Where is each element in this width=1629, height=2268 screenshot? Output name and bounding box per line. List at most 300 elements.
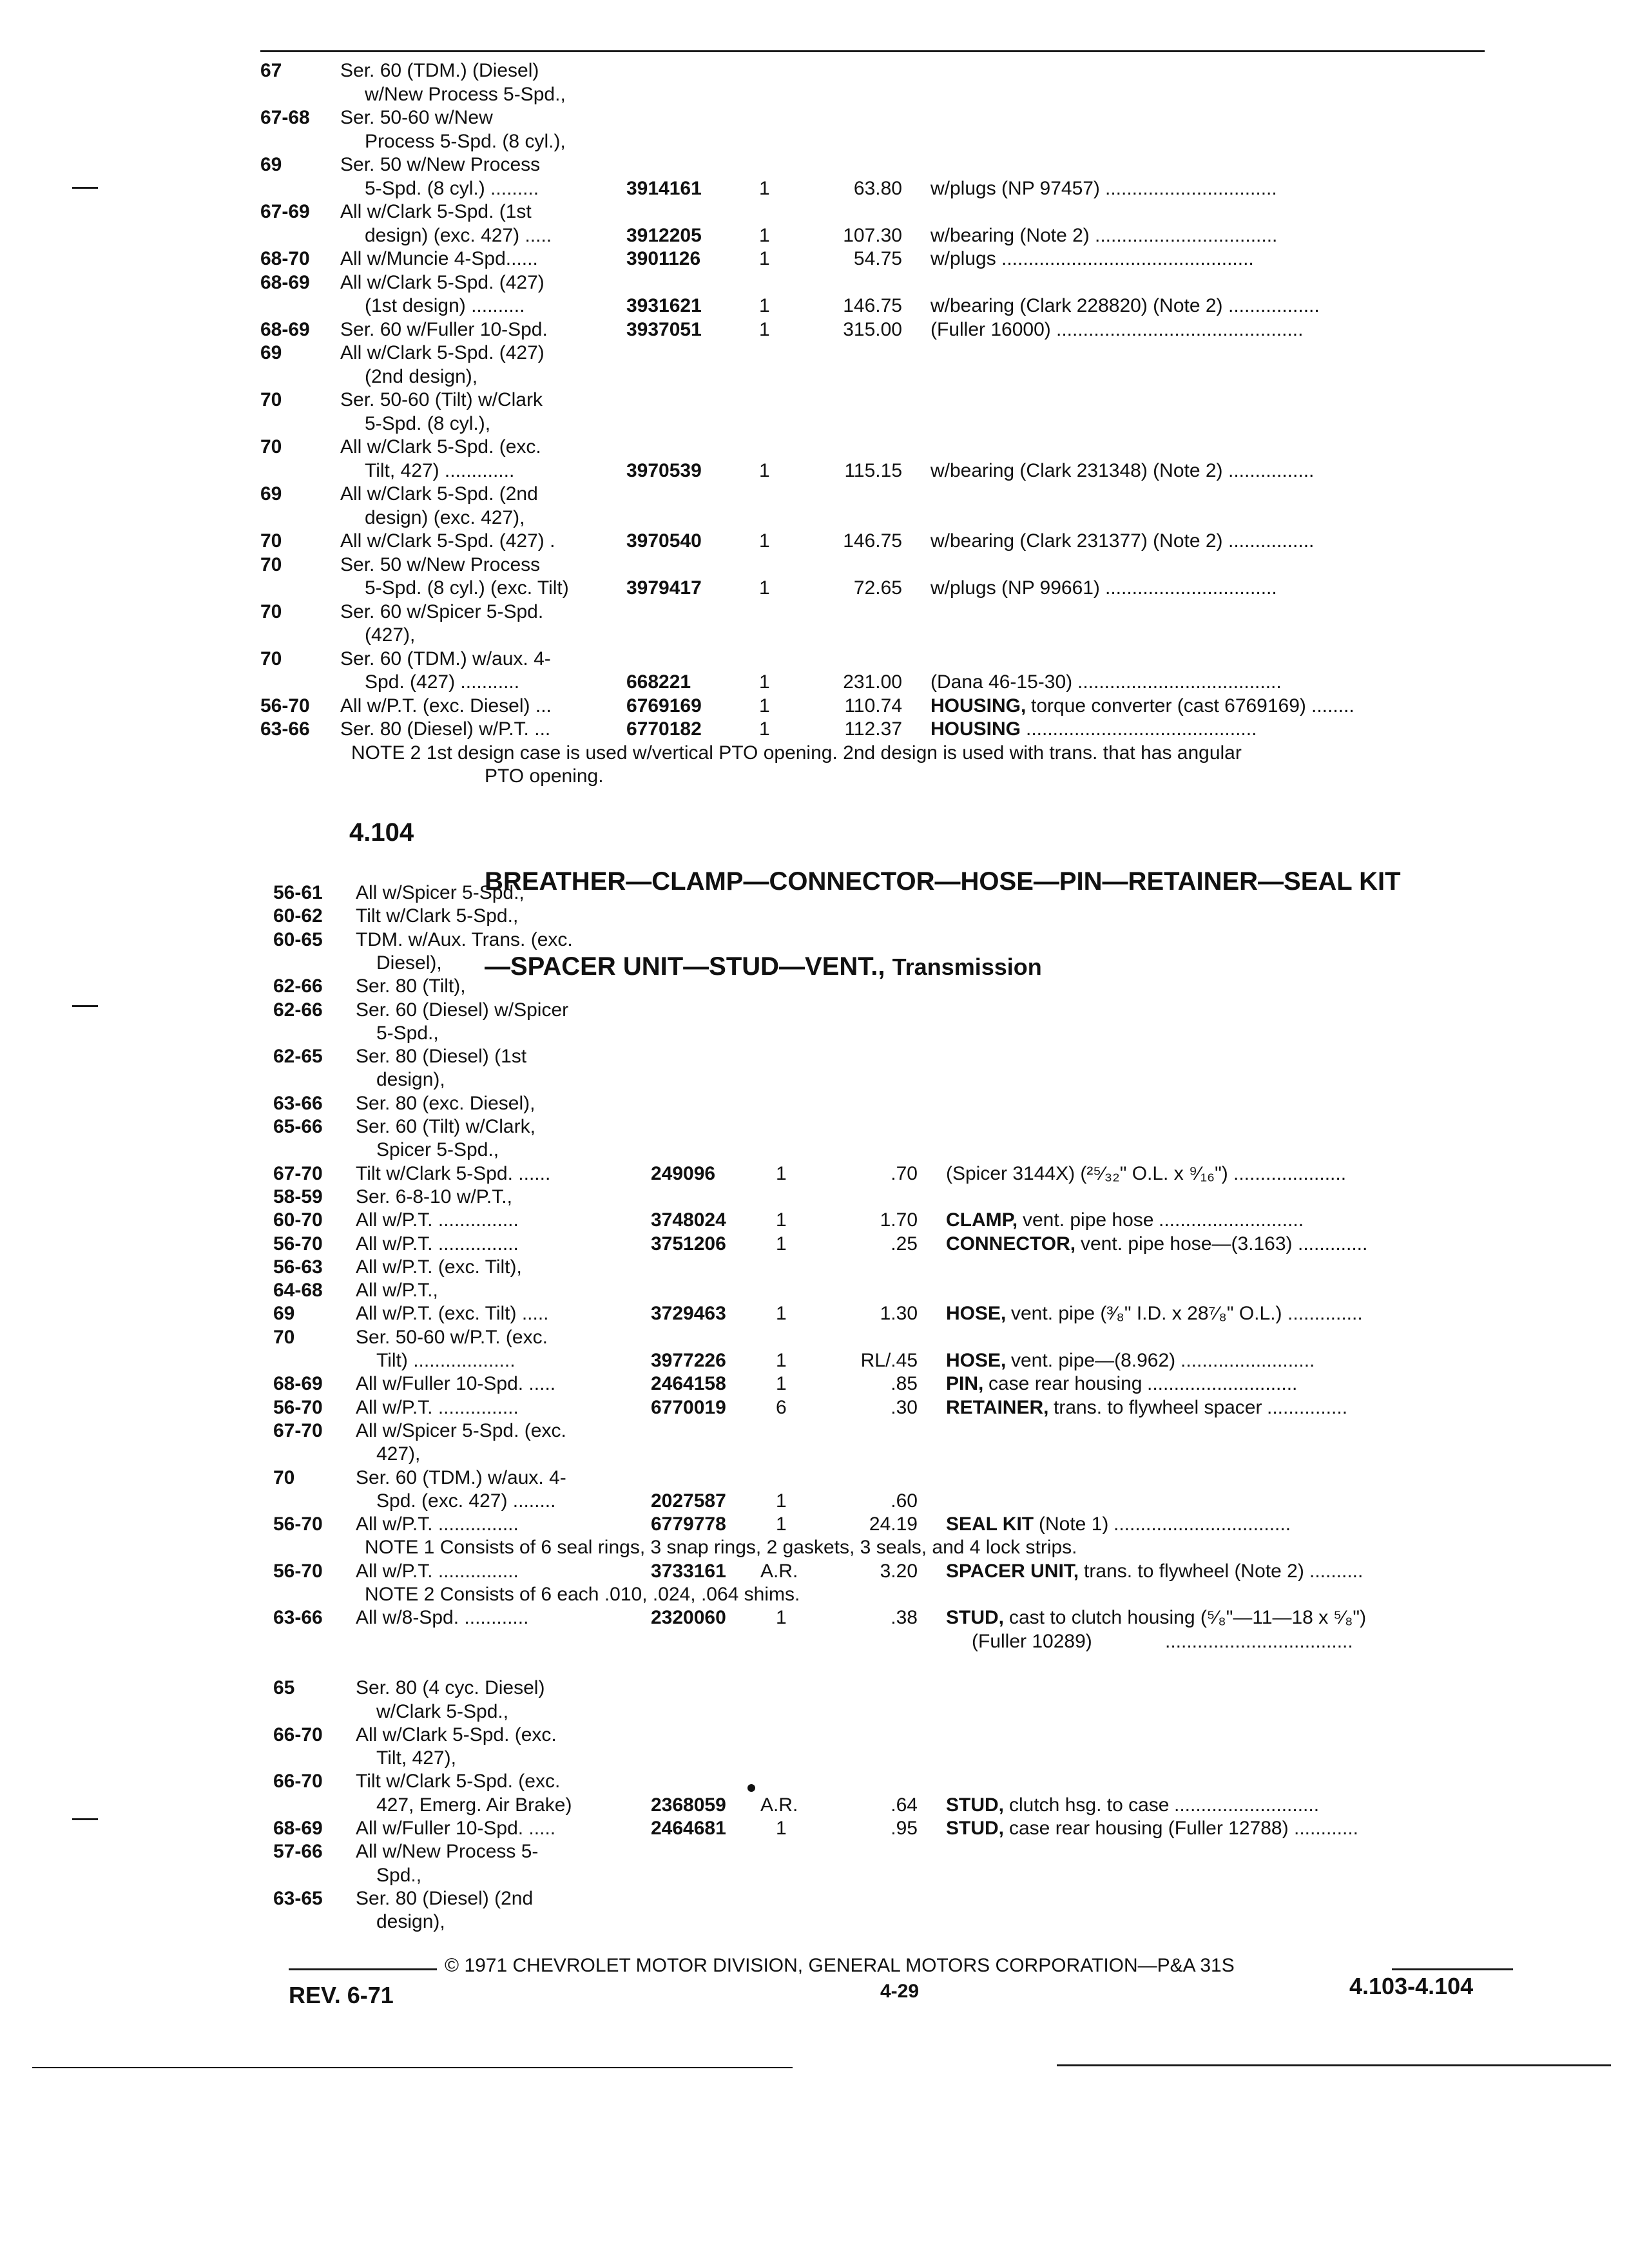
application: Ser. 60 (Tilt) w/Clark, [356,1116,535,1137]
note-text: PTO opening. [485,765,604,787]
list-price: .30 [891,1396,918,1418]
list-item [0,459,1629,485]
application: Tilt w/Clark 5-Spd. (exc. [356,1771,561,1792]
list-item [0,742,1629,767]
section-number: 4.104 [349,818,414,847]
part-number: 3977226 [651,1350,726,1371]
list-item [0,1606,1629,1632]
list-price: .64 [891,1794,918,1816]
application: All w/Clark 5-Spd. (427) [340,342,545,363]
model-year: 56-70 [273,1560,323,1582]
application: Ser. 50-60 w/New [340,107,493,128]
part-description: vent. pipe hose—(3.163) [1081,1233,1293,1254]
quantity: 1 [776,1162,787,1184]
application: All w/P.T. ............... [356,1209,519,1231]
application: Ser. 60 (TDM.) (Diesel) [340,60,539,81]
part-number: 249096 [651,1162,716,1184]
application: Spd. (exc. 427) ........ [376,1490,556,1512]
application: Ser. 50-60 (Tilt) w/Clark [340,389,543,410]
part-name: STUD, [946,1818,1004,1839]
list-item [0,671,1629,697]
quantity: 1 [759,459,770,481]
list-item [0,1583,1629,1609]
list-item [0,648,1629,673]
quantity: 1 [759,577,770,599]
application: design), [376,1911,445,1933]
quantity: A.R. [760,1560,798,1582]
leader-dots: ............ [1294,1818,1359,1839]
list-item [0,1233,1629,1258]
application: All w/Clark 5-Spd. (exc. [340,436,541,457]
list-item [0,1747,1629,1773]
application: Ser. 60 w/Fuller 10-Spd. [340,318,548,340]
part-number: 3931621 [626,295,702,316]
list-item [0,601,1629,626]
quantity: 1 [759,718,770,740]
list-item [0,1560,1629,1586]
application: All w/Spicer 5-Spd., [356,882,525,903]
quantity: 1 [759,318,770,340]
part-name: HOSE, [946,1350,1007,1371]
list-price: .38 [891,1607,918,1629]
application: Ser. 50-60 w/P.T. (exc. [356,1326,548,1348]
application: 5-Spd., [376,1022,439,1044]
part-number: 6770182 [626,718,702,740]
list-item [0,200,1629,226]
leader-dots: ...................................... [1077,671,1282,693]
list-item [0,928,1629,954]
model-year: 69 [260,342,282,363]
application: 5-Spd. (8 cyl.), [365,412,491,434]
quantity: 6 [776,1396,787,1418]
application: Spd. (427) ........... [365,671,520,693]
part-description: w/bearing (Clark 231348) (Note 2) [930,459,1223,481]
model-year: 63-65 [273,1887,323,1909]
application: 427), [376,1443,421,1465]
application: Tilt w/Clark 5-Spd. ...... [356,1162,551,1184]
list-item [0,1864,1629,1890]
leader-dots: ................................ [1105,177,1277,199]
list-item [0,153,1629,179]
list-item [0,999,1629,1024]
model-year: 67-70 [273,1162,323,1184]
model-year: 65 [273,1677,295,1699]
section-title-line-1: BREATHER—CLAMP—CONNECTOR—HOSE—PIN—RETAINER—SEAL KIT [485,867,1401,896]
list-item [0,695,1629,720]
part-description: w/plugs (NP 97457) [930,177,1100,199]
model-year: 56-70 [273,1396,323,1418]
list-item [0,1279,1629,1305]
model-year: 67-68 [260,107,310,128]
model-year: 56-63 [273,1256,323,1278]
list-item [0,1770,1629,1796]
application: Diesel), [376,952,442,974]
application: All w/P.T. ............... [356,1560,519,1582]
list-price: 1.70 [880,1209,918,1231]
list-item [0,1700,1629,1726]
list-item [0,1490,1629,1515]
list-price: .85 [891,1373,918,1395]
application: All w/P.T. ............... [356,1233,519,1254]
model-year: 66-70 [273,1724,323,1745]
note-text: NOTE 2 1st design case is used w/vertical PTO opening. 2nd design is used with trans. that has angular [351,742,1242,764]
part-number: 3901126 [626,248,701,269]
list-item [0,1372,1629,1398]
application: Tilt) ................... [376,1350,516,1371]
part-number: 2464158 [651,1373,726,1395]
model-year: 62-65 [273,1046,323,1068]
application: w/Clark 5-Spd., [376,1700,509,1722]
quantity: 1 [776,1233,787,1254]
application: Ser. 60 w/Spicer 5-Spd. [340,601,544,622]
model-year: 70 [273,1466,295,1488]
application: (427), [365,624,416,646]
list-item [0,83,1629,109]
quantity: 1 [759,695,770,716]
bottom-rule-right [1057,2064,1611,2066]
part-description: case rear housing [988,1373,1142,1395]
application: Ser. 60 (Diesel) w/Spicer [356,999,569,1021]
quantity: A.R. [760,1794,798,1816]
list-item [0,318,1629,344]
application: design) (exc. 427), [365,506,525,528]
part-description: torque converter (cast 6769169) [1031,695,1306,716]
model-year: 69 [260,483,282,505]
list-item [0,1045,1629,1071]
list-price: RL/.45 [860,1350,918,1371]
model-year: 63-66 [273,1607,323,1629]
quantity: 1 [776,1607,787,1629]
list-item [0,130,1629,156]
leader-dots: .................................. [1095,224,1278,246]
list-item [0,1115,1629,1141]
list-price: 146.75 [843,530,902,552]
list-item [0,718,1629,744]
model-year: 67 [260,60,282,81]
model-year: 70 [260,601,282,622]
list-item [0,881,1629,907]
list-item [0,553,1629,579]
list-item [0,1724,1629,1749]
list-item [0,59,1629,85]
part-name: PIN, [946,1373,984,1395]
application: All w/8-Spd. ............ [356,1607,529,1629]
application: All w/Fuller 10-Spd. ..... [356,1373,556,1395]
application: Ser. 80 (Tilt), [356,975,466,997]
list-item [0,1092,1629,1118]
model-year: 70 [260,530,282,552]
application: All w/P.T. ............... [356,1396,519,1418]
part-description: case rear housing (Fuller 12788) [1009,1818,1289,1839]
list-price: 146.75 [843,295,902,316]
list-item [0,247,1629,273]
part-number: 3979417 [626,577,702,599]
list-price: 3.20 [880,1560,918,1582]
list-item [0,1022,1629,1048]
part-number: 3937051 [626,318,702,340]
list-item [0,1817,1629,1843]
quantity: 1 [759,295,770,316]
part-description: w/bearing (Note 2) [930,224,1090,246]
list-price: 115.15 [844,459,902,481]
list-item [0,1396,1629,1422]
leader-dots: ................ [1228,530,1315,552]
application: TDM. w/Aux. Trans. (exc. [356,928,573,950]
model-year: 65-66 [273,1116,323,1137]
list-item [0,1887,1629,1913]
model-year: 60-62 [273,905,323,927]
application: Ser. 80 (Diesel) (2nd [356,1887,534,1909]
list-item [0,341,1629,367]
leader-dots: ................................... [1165,1630,1353,1652]
list-item [0,436,1629,461]
list-item [0,765,1629,791]
model-year: 63-66 [273,1092,323,1114]
model-year: 64-68 [273,1280,323,1302]
part-number: 2027587 [651,1490,726,1512]
model-year: 62-66 [273,975,323,997]
application: Spd., [376,1864,422,1886]
list-item [0,389,1629,414]
list-item [0,1162,1629,1188]
model-year: 63-66 [260,718,310,740]
model-year: 70 [260,389,282,410]
application: All w/Spicer 5-Spd. (exc. [356,1419,566,1441]
leader-dots: .............................................. [1056,318,1304,340]
part-number: 2320060 [651,1607,726,1629]
list-item [0,177,1629,203]
section-range: 4.103-4.104 [1349,1973,1474,1999]
leader-dots: ......................... [1181,1350,1315,1371]
model-year: 68-69 [260,271,310,293]
list-item [0,530,1629,555]
application: Ser. 50 w/New Process [340,154,541,175]
part-description: trans. to flywheel spacer [1054,1396,1262,1418]
part-name: SPACER UNIT, [946,1560,1079,1582]
list-item [0,1513,1629,1539]
model-year: 70 [273,1326,295,1348]
bullet-marker [747,1784,755,1792]
leader-dots: ................. [1228,295,1320,316]
application: (1st design) .......... [365,295,525,316]
leader-dots: ........................................... [1026,718,1257,740]
model-year: 70 [260,436,282,457]
quantity: 1 [759,248,770,269]
list-item [0,224,1629,250]
revision-label: REV. 6-71 [289,1982,394,2008]
list-price: 112.37 [844,718,902,740]
quantity: 1 [759,224,770,246]
quantity: 1 [776,1303,787,1325]
part-number: 6769169 [626,695,702,716]
part-number: 2368059 [651,1794,726,1816]
list-price: 231.00 [843,671,902,693]
part-description: (Fuller 16000) [930,318,1051,340]
quantity: 1 [776,1209,787,1231]
application: Spicer 5-Spd., [376,1139,499,1161]
application: All w/Clark 5-Spd. (exc. [356,1724,557,1745]
application: Tilt w/Clark 5-Spd., [356,905,519,927]
model-year: 60-65 [273,928,323,950]
application: All w/P.T. (exc. Tilt), [356,1256,522,1278]
application: All w/Fuller 10-Spd. ..... [356,1818,556,1839]
part-description: trans. to flywheel (Note 2) [1084,1560,1304,1582]
model-year: 67-69 [260,201,310,222]
list-item [0,1443,1629,1468]
application: All w/P.T. ............... [356,1514,519,1535]
part-name: HOUSING, [930,695,1027,716]
list-item [0,1840,1629,1866]
list-item [0,271,1629,297]
list-price: .60 [891,1490,918,1512]
leader-dots: ........................... [1174,1794,1320,1816]
application: 427, Emerg. Air Brake) [376,1794,572,1816]
application: Ser. 60 (TDM.) w/aux. 4- [356,1466,566,1488]
leader-dots: ..................... [1233,1162,1347,1184]
part-description: w/bearing (Clark 231377) (Note 2) [930,530,1223,552]
list-price: 72.65 [853,577,902,599]
model-year: 68-69 [273,1818,323,1839]
bottom-rule-left [32,2067,793,2068]
quantity: 1 [776,1818,787,1839]
application: Tilt, 427), [376,1747,456,1769]
application: All w/Clark 5-Spd. (427) . [340,530,555,552]
part-description: (Note 1) [1039,1514,1109,1535]
list-price: 24.19 [869,1514,918,1535]
application: All w/Muncie 4-Spd...... [340,248,538,269]
list-item [0,1209,1629,1235]
list-item [0,1256,1629,1282]
part-number: 3970540 [626,530,702,552]
part-name: CONNECTOR, [946,1233,1076,1254]
model-year: 69 [273,1303,295,1325]
application: Ser. 50 w/New Process [340,553,541,575]
part-name: RETAINER, [946,1396,1049,1418]
list-item [0,1068,1629,1094]
list-item [0,1677,1629,1702]
top-rule [260,50,1485,52]
model-year: 66-70 [273,1771,323,1792]
application: (2nd design), [365,365,478,387]
list-item [0,365,1629,391]
list-item [0,1630,1629,1656]
list-price: 315.00 [843,318,902,340]
list-item [0,1794,1629,1820]
application: Process 5-Spd. (8 cyl.), [365,130,566,152]
part-number: 3912205 [626,224,702,246]
quantity: 1 [759,530,770,552]
note-text: NOTE 2 Consists of 6 each .010, .024, .064 shims. [365,1584,800,1605]
list-item [0,975,1629,1001]
list-item [0,106,1629,132]
leader-dots: ............... [1267,1396,1348,1418]
list-item [0,1139,1629,1164]
part-name: HOUSING [930,718,1021,740]
model-year: 56-70 [273,1514,323,1535]
part-number: 2464681 [651,1818,726,1839]
model-year: 68-70 [260,248,310,269]
application: All w/New Process 5- [356,1841,539,1863]
list-price: 107.30 [843,224,902,246]
leader-dots: ................................. [1113,1514,1291,1535]
leader-dots: ............. [1298,1233,1368,1254]
list-price: .25 [891,1233,918,1254]
quantity: 1 [776,1350,787,1371]
model-year: 70 [260,648,282,669]
part-number: 3733161 [651,1560,726,1582]
application: Ser. 60 (TDM.) w/aux. 4- [340,648,551,669]
model-year: 60-70 [273,1209,323,1231]
part-number: 3914161 [626,177,702,199]
section-title-line-2: —SPACER UNIT—STUD—VENT., Transmission [485,952,1042,981]
list-price: 110.74 [844,695,902,716]
application: Ser. 80 (4 cyc. Diesel) [356,1677,545,1699]
list-price: .95 [891,1818,918,1839]
list-item [0,1419,1629,1445]
application: Ser. 6-8-10 w/P.T., [356,1186,512,1207]
application: All w/P.T. (exc. Tilt) ..... [356,1303,549,1325]
list-price: .70 [891,1162,918,1184]
quantity: 1 [776,1373,787,1395]
application: 5-Spd. (8 cyl.) ......... [365,177,539,199]
list-item [0,294,1629,320]
part-description: (Dana 46-15-30) [930,671,1073,693]
leader-dots: ................ [1228,459,1315,481]
part-number: 3751206 [651,1233,726,1254]
list-price: 1.30 [880,1303,918,1325]
model-year: 62-66 [273,999,323,1021]
part-number: 6770019 [651,1396,726,1418]
leader-dots: ................................ [1105,577,1277,599]
part-name: STUD, [946,1607,1004,1629]
list-item [0,952,1629,977]
model-year: 56-61 [273,882,323,903]
part-description: vent. pipe (³⁄₈" I.D. x 28⁷⁄₈" O.L.) [1011,1303,1282,1325]
list-item [0,1326,1629,1352]
part-number: 3729463 [651,1303,726,1325]
part-number: 6779778 [651,1514,726,1535]
part-description: w/plugs (NP 99661) [930,577,1100,599]
footer-rule-left [289,1968,437,1970]
part-description: cast to clutch housing (⁵⁄₈"—11—18 x ⁵⁄₈") [1009,1607,1367,1629]
model-year: 70 [260,553,282,575]
list-item [0,1466,1629,1492]
list-item [0,412,1629,438]
part-name: STUD, [946,1794,1004,1816]
application: design), [376,1069,445,1091]
part-description: (Spicer 3144X) (²⁵⁄₃₂" O.L. x ⁹⁄₁₆") [946,1162,1228,1184]
list-price: 63.80 [853,177,902,199]
list-item [0,1186,1629,1211]
part-name: CLAMP, [946,1209,1018,1231]
quantity: 1 [776,1514,787,1535]
copyright-line: © 1971 CHEVROLET MOTOR DIVISION, GENERAL MOTORS CORPORATION—P&A 31S [445,1955,1235,1976]
application: Ser. 80 (Diesel) (1st [356,1046,527,1068]
part-description: vent. pipe hose [1023,1209,1154,1231]
application: w/New Process 5-Spd., [365,83,566,105]
list-item [0,1536,1629,1562]
footer-rule-right [1392,1968,1513,1970]
leader-dots: ............................................... [1001,248,1254,269]
application: All w/P.T., [356,1280,438,1302]
part-number: 3748024 [651,1209,726,1231]
list-item [0,905,1629,930]
part-name: SEAL KIT [946,1514,1034,1535]
description-continued: (Fuller 10289) [972,1630,1092,1652]
quantity: 1 [759,671,770,693]
leader-dots: ........................... [1159,1209,1304,1231]
list-item [0,506,1629,532]
